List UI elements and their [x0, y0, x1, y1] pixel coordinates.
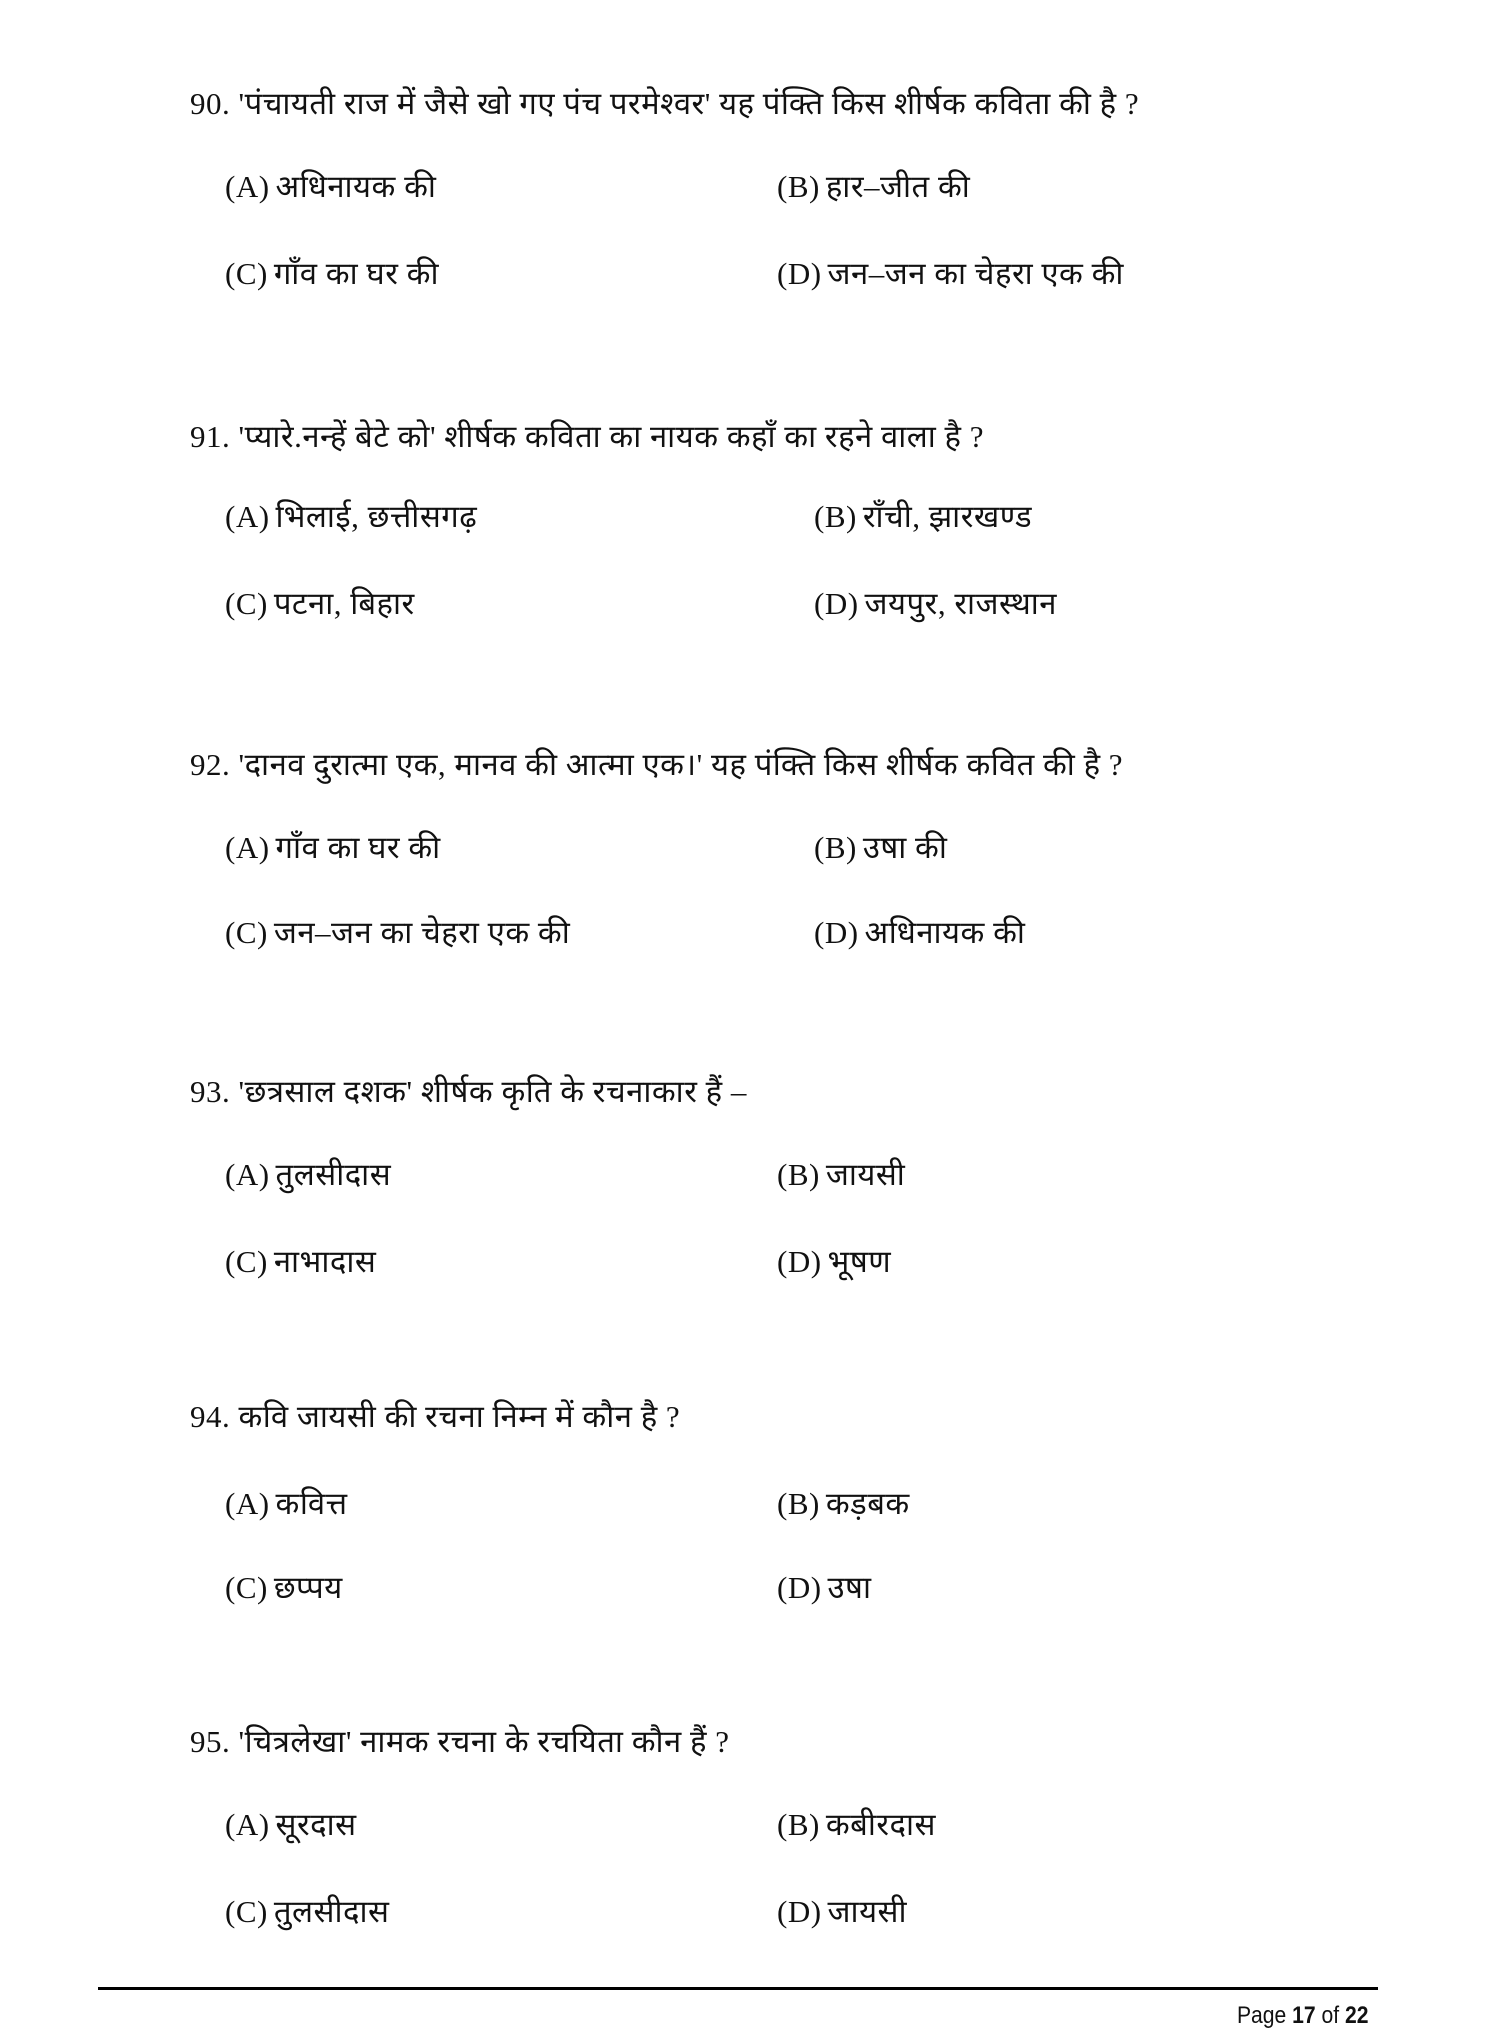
option-label: (A)	[225, 169, 270, 204]
option-label: (D)	[777, 1244, 822, 1279]
question-91	[190, 417, 984, 457]
option-a	[225, 1484, 348, 1524]
option-label: (B)	[814, 830, 857, 865]
option-text: जन–जन का चेहरा एक की	[827, 256, 1124, 291]
question-number: 95.	[190, 1724, 231, 1759]
option-label: (A)	[225, 1486, 270, 1521]
option-text: गाँव का घर की	[273, 256, 439, 291]
option-label: (D)	[814, 586, 859, 621]
option-label: (B)	[777, 1486, 820, 1521]
option-a	[225, 497, 477, 537]
question-93	[190, 1072, 747, 1112]
option-text: कवित्त	[275, 1486, 348, 1521]
option-b	[814, 828, 947, 868]
option-b	[777, 167, 970, 207]
option-label: (D)	[777, 1894, 822, 1929]
option-label: (C)	[225, 1570, 268, 1605]
question-number: 93.	[190, 1074, 231, 1109]
question-number: 91.	[190, 419, 231, 454]
question-text: 'चित्रलेखा' नामक रचना के रचयिता कौन हैं ?	[238, 1724, 730, 1759]
option-text: सूरदास	[275, 1807, 357, 1842]
option-text: हार–जीत की	[825, 169, 971, 204]
option-text: जन–जन का चेहरा एक की	[273, 915, 571, 950]
option-a	[225, 1805, 357, 1845]
option-text: अधिनायक की	[275, 169, 437, 204]
option-text: गाँव का घर की	[275, 830, 441, 865]
question-text: कवि जायसी की रचना निम्न में कौन है ?	[238, 1399, 681, 1434]
option-d	[814, 584, 1057, 624]
question-number: 92.	[190, 747, 231, 782]
option-label: (B)	[777, 1807, 820, 1842]
option-label: (A)	[225, 1807, 270, 1842]
option-c	[225, 584, 415, 624]
question-94	[190, 1397, 680, 1437]
option-label: (A)	[225, 1157, 270, 1192]
option-label: (C)	[225, 915, 268, 950]
question-number: 90.	[190, 86, 231, 121]
current-page: 17	[1291, 2002, 1316, 2029]
option-text: भूषण	[827, 1244, 892, 1279]
option-text: जायसी	[827, 1894, 908, 1929]
question-text: 'छत्रसाल दशक' शीर्षक कृति के रचनाकार हैं –	[238, 1074, 747, 1109]
option-text: तुलसीदास	[273, 1894, 390, 1929]
option-text: कड़बक	[825, 1486, 910, 1521]
option-c	[225, 913, 570, 953]
option-b	[777, 1155, 905, 1195]
option-b	[777, 1484, 910, 1524]
option-text: भिलाई, छत्तीसगढ़	[275, 499, 478, 534]
option-label: (D)	[777, 1570, 822, 1605]
option-label: (B)	[814, 499, 857, 534]
option-text: छप्पय	[273, 1570, 343, 1605]
of-word: of	[1321, 2002, 1339, 2029]
option-d	[777, 1242, 891, 1282]
total-pages: 22	[1344, 2002, 1368, 2029]
option-d	[777, 1892, 907, 1932]
option-label: (A)	[225, 830, 270, 865]
option-label: (B)	[777, 169, 820, 204]
option-d	[814, 913, 1025, 953]
question-text: 'प्यारे.नन्हें बेटे को' शीर्षक कविता का नायक कहाँ का रहने वाला है ?	[238, 419, 985, 454]
option-label: (C)	[225, 1894, 268, 1929]
question-number: 94.	[190, 1399, 231, 1434]
option-label: (C)	[225, 1244, 268, 1279]
question-92	[190, 745, 1123, 785]
option-text: कबीरदास	[825, 1807, 936, 1842]
option-text: उषा की	[862, 830, 948, 865]
option-c	[225, 1892, 389, 1932]
question-text: 'दानव दुरात्मा एक, मानव की आत्मा एक।' यह पंक्ति किस शीर्षक कवित की है ?	[238, 747, 1124, 782]
option-text: जायसी	[825, 1157, 906, 1192]
option-text: जयपुर, राजस्थान	[864, 586, 1058, 621]
option-label: (A)	[225, 499, 270, 534]
page-number	[1236, 2002, 1368, 2030]
option-text: पटना, बिहार	[273, 586, 415, 621]
option-a	[225, 1155, 391, 1195]
option-d	[777, 254, 1124, 294]
option-c	[225, 1568, 343, 1608]
page-word: Page	[1236, 2002, 1286, 2029]
option-label: (D)	[814, 915, 859, 950]
option-label: (C)	[225, 256, 268, 291]
question-95	[190, 1722, 729, 1762]
option-a	[225, 167, 436, 207]
option-text: राँची, झारखण्ड	[862, 499, 1033, 534]
option-label: (D)	[777, 256, 822, 291]
option-a	[225, 828, 441, 868]
option-label: (B)	[777, 1157, 820, 1192]
option-d	[777, 1568, 871, 1608]
option-text: अधिनायक की	[864, 915, 1026, 950]
option-b	[777, 1805, 936, 1845]
option-c	[225, 254, 439, 294]
option-label: (C)	[225, 586, 268, 621]
option-text: उषा	[827, 1570, 872, 1605]
question-text: 'पंचायती राज में जैसे खो गए पंच परमेश्वर' यह पंक्ति किस शीर्षक कविता की है ?	[238, 86, 1140, 121]
option-c	[225, 1242, 376, 1282]
question-90	[190, 84, 1139, 124]
footer-divider	[98, 1987, 1378, 1990]
option-text: तुलसीदास	[275, 1157, 392, 1192]
option-b	[814, 497, 1032, 537]
option-text: नाभादास	[273, 1244, 377, 1279]
